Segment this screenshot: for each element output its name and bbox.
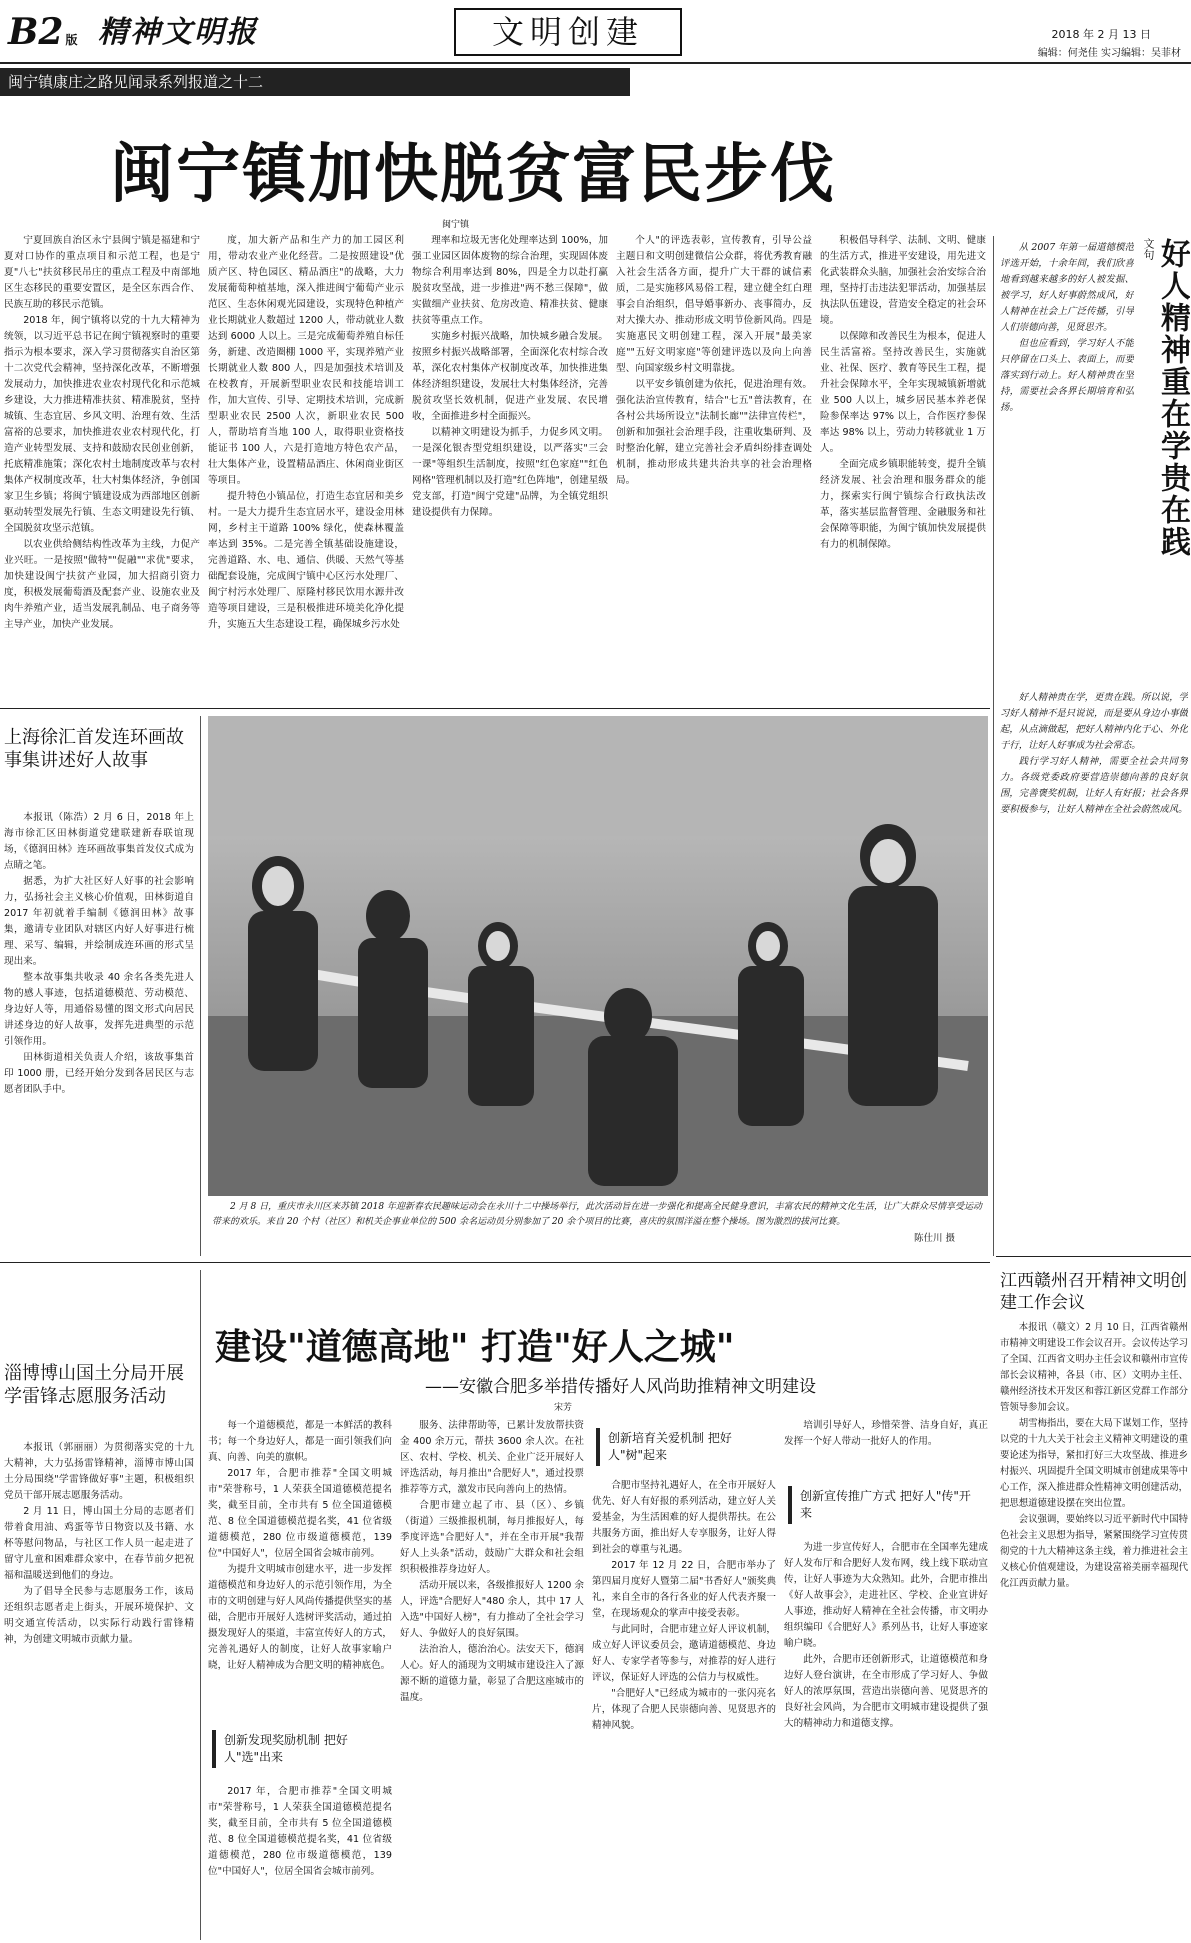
shanghai-body: 本报讯（陈浩）2 月 6 日，2018 年上海市徐汇区田林街道党建联建新春联谊现场，《德润田林》连环画故事集首发仪式成为点睛之笔。 据悉，为扩大社区好人好事的社会影响力，弘扬社会主义核心价值观，田林街道自 2017 年初就着手编制《德润田林》故事集，邀请专业团队对辖区内好人好事进行梳理、采写、编辑，并绘制成连环画的形式呈现出来。 整本故事集共收录 40 余名各类先进人物的感人事迹，包括道德模范、劳动模范、身边好人等，用通俗易懂的图文形式向居民讲述身边的好人故事，发挥先进典型的示范引领作用。 田林街道相关负责人介绍，该故事集首印 1000 册，已经开始分发到各居民区与志愿者团队手中。	[4, 812, 194, 1095]
lead-column-3: 理率和垃圾无害化处理率达到 100%，加强工业园区固体废物的综合治理，实现固体废物综合利用率达到 80%，四是全力以赴打赢脱贫攻坚战，进一步推进"两不愁三保障"，做实做细产业扶贫、危房改造、精准扶贫、健康扶贫等重点工作。 实施乡村振兴战略，加快城乡融合发展。按照乡村振兴战略部署，全面深化农村综合改革，深化农村集体产权制度改革，加快推进集体经济组织建设，发展壮大村集体经济，完善脱贫攻坚长效机制，促进产业发展、农民增收，全面推进乡村全面振兴。 以精神文明建设为抓手，力促乡风文明。一是深化银杏型党组织建设，以严落实"三会一课"等组织生活制度，按照"红色家庭""红色网格"管理机制以及打造"红色阵地"，创建星级党支部，打造"闽宁党建"品牌，为全镇党组织建设提供有力保障。	[412, 235, 608, 518]
lead-byline: 闽宁镇	[442, 220, 470, 230]
page-number: B2 版	[8, 11, 78, 53]
section-title: 文明创建	[491, 13, 644, 51]
right-column-divider	[993, 236, 994, 1256]
commentary-body-cont: 好人精神贵在学，更贵在践。所以说，学习好人精神不是只说说，而是要从身边小事做起，从点滴做起，把好人精神内化于心、外化于行，让好人好事成为社会常态。 践行学习好人精神，需要全社会共同努力。各级党委政府要营造崇德向善的良好氛围，完善褒奖机制，让好人有好报；社会各界要积极参与，让好人精神在全社会蔚然成风。	[1000, 692, 1188, 815]
header-date: 2018 年 2 月 13 日	[1051, 28, 1151, 41]
zibo-body: 本报讯（郭丽丽）为贯彻落实党的十九大精神，大力弘扬雷锋精神，淄博市博山国土分局围绕"学雷锋做好事"主题，积极组织党员干部开展志愿服务活动。 2 月 11 日，博山国土分局的志愿者们带着食用油、鸡蛋等节日物资以及书籍、水杯等慰问物品，与社区工作人员一起走进了留守儿童和困难群众家中，在春节前夕把祝福和温暖送到他们的身边。 为了倡导全民参与志愿服务工作，该局还组织志愿者走上街头，开展环境保护、文明交通宣传活动，以实际行动践行雷锋精神，为创建文明城市贡献力量。	[4, 1442, 194, 1645]
commentary-title: 好人精神重在学贵在践	[1155, 238, 1190, 558]
hefei-column-4-cont: 为进一步宣传好人，合肥市在全国率先建成好人发布厅和合肥好人发布网，线上线下联动宣传，让好人事迹为大众熟知。此外，合肥市推出《好人故事会》，走进社区、学校、企业宣讲好人事迹，推动好人精神在全社会传播，市文明办组织编印《合肥好人》系列丛书，让好人事迹家喻户晓。 此外，合肥市还创新形式，让道德模范和身边好人登台演讲，在全市形成了学习好人、争做好人的浓厚氛围，营造出崇德向善、见贤思齐的良好社会风尚，为合肥市文明城市建设提供了强大的精神动力和道德支撑。	[784, 1542, 988, 1729]
lead-column-4: 个人"的评选表彰，宣传教育，引导公益主题日和文明创建微信公众群，将优秀教育融入社会生活各方面，提升广大干群的诚信素质，二是实施移风易俗工程，建立健全红白理事会自治组织，倡导婚事新办、丧事简办，反对大操大办、推动形成文明节俭新风尚。四是实施惠民文明创建工程，深入开展"最美家庭""五好文明家庭"等创建评选以及向上向善型、向国家级乡村文明靠拢。 以平安乡镇创建为依托，促进治理有效。强化法治宣传教育，结合"七五"普法教育，在各村公共场所设立"法制长廊""法律宣传栏"，创新和加强社会治理手段，注重收集研判、及时整治化解，建立完善社会矛盾纠纷排查调处机制，推动形成共建共治共享的社会治理格局。	[616, 235, 812, 486]
hefei-column-4: 培训引导好人，珍惜荣誉、洁身自好，真正发挥一个好人带动一批好人的作用。	[784, 1420, 988, 1447]
tug-of-war-photo	[208, 716, 988, 1196]
jiangxi-headline: 江西赣州召开精神文明创建工作会议	[1000, 1271, 1187, 1313]
hefei-subhead-nurture: 创新培育关爱机制 把好人"树"起来	[596, 1428, 772, 1466]
lead-headline: 闽宁镇加快脱贫富民步伐	[110, 138, 836, 212]
jiangxi-top-rule	[996, 1256, 1191, 1257]
hefei-column-2: 服务、法律帮助等，已累计发放帮扶资金 400 余万元，帮扶 3600 余人次。在社区、农村、学校、机关、企业广泛开展好人评选活动，每月推出"合肥好人"，通过投票推荐等方式，激发市民向善向上的热情。 合肥市建立起了市、县（区）、乡镇（街道）三级推报机制，每月推报好人，每季度评选"合肥好人"，并在全市开展"我帮好人上头条"活动，鼓励广大群众和社会组织积极推荐身边好人。 活动开展以来，各级推报好人 1200 余人，评选"合肥好人"480 余人，其中 17 人入选"中国好人榜"，有力推动了全社会学习好人、争做好人的良好氛围。 法治治人，德治治心。法安天下，德润人心。好人的涌现为文明城市建设注入了源源不断的道德力量，彰显了合肥这座城市的温度。	[400, 1420, 584, 1703]
lower-section-rule	[0, 1262, 990, 1263]
masthead: 精神文明报	[98, 15, 258, 50]
header-rule	[0, 62, 1191, 64]
jiangxi-body: 本报讯（赣文）2 月 10 日，江西省赣州市精神文明建设工作会议召开。会议传达学习了全国、江西省文明办主任会议和赣州市宣传部长会议精神，各县（市、区）文明办主任、赣州经济技术开发区和蓉江新区党群工作部分管领导参加会议。 胡雪梅指出，要在大局下谋划工作，坚持以党的十九大关于社会主义精神文明建设的重要论述为指导，紧扣打好三大攻坚战、推进乡村振兴、巩固提升全国文明城市创建成果等中心工作，深入推进群众性精神文明创建活动，把思想道德建设摆在突出位置。 会议强调，要始终以习近平新时代中国特色社会主义思想为指导，紧紧围绕学习宣传贯彻党的十九大精神这条主线，着力推进社会主义核心价值观建设，为建设富裕美丽幸福现代化江西贡献力量。	[1000, 1322, 1188, 1589]
lead-column-2: 度，加大新产品和生产力的加工园区利用，带动农业产业化经营。二是按照建设"优质产区、特色园区、精品酒庄"的战略，大力发展葡萄种植基地，深入推进闽宁葡萄产业示范区、生态休闲观光园建设，实现特色种植产业长期就业人数超过 1200 人，带动就业人数达到 6000 人以上。三是完成葡萄养殖自标任务，新建、改造圈棚 1000 平，实现养殖产业长期就业人数 800 人，四是加强技术培训及在校教育，开展新型职业农民和技能培训工作，加大宣传、引导、定期技术培训，完成新型职业农民 2500 人次，新职业农民 500 人，帮助培育当地 100 人，取得职业资格技能证书 100 人，六是打造地方特色农产品，壮大集体产业，设置精品酒庄、休闲商业街区等项目。 提升特色小镇品位，打造生态宜居和美乡村。一是大力提升生态宜居水平，建设金用林网，乡村主干道路 100% 绿化，使森林覆盖率达到 35%。二是完善全镇基础设施建设，完善道路、水、电、通信、供暖、天然气等基础配套设施，完成闽宁镇中心区污水处理厂、闽宁村污水处理厂、原隆村移民饮用水源井改造等项目建设，三是积极推进环境美化净化提升，实施五大生态建设工程，确保城乡污水处	[208, 235, 404, 630]
header-editors: 编辑：何尧佳 实习编辑：吴菲材	[1037, 48, 1181, 59]
zibo-headline: 淄博博山国土分局开展学雷锋志愿服务活动	[4, 1363, 184, 1407]
lead-bottom-rule	[0, 708, 990, 709]
series-banner-text: 闽宁镇康庄之路见闻录系列报道之十二	[8, 73, 264, 91]
hefei-column-1-cont: 2017 年，合肥市推荐"全国文明城市"荣誉称号，1 人荣获全国道德模范提名奖，截至目前，全市共有 5 位全国道德模范、8 位全国道德模范提名奖，41 位省级道德模范，280 位市级道德模范，139 位"中国好人"，位居全国省会城市前列。	[208, 1786, 392, 1877]
lead-column-1: 宁夏回族自治区永宁县闽宁镇是福建和宁夏对口协作的重点项目和示范工程，也是宁夏"八七"扶贫移民吊庄的重点工程及中南部地区生态移民的重要安置区，是全区东西合作、民族互助的移民示范镇。 2018 年，闽宁镇将以党的十九大精神为统领，以习近平总书记在闽宁镇视察时的重要指示为根本要求，深入学习贯彻落实自治区第十二次党代会精神，坚持深化改革，不断增强发展动力，加快推进农业农村现代化和示范城乡建设，大力推进精准扶贫、精准脱贫，坚持城镇、生态宜居、乡风文明、治理有效、生活富裕的总要求，加快推进农业农村现代化，打造产业转型发展、支持和鼓励农民创业创新，托底精准施策；深化农村土地制度改革与农村集体产权制度改革，壮大村集体经济，争创国家卫生乡镇；将闽宁镇建设成为西部地区创新驱动转型发展先行镇、生态文明建设先行镇、全国脱贫攻坚示范镇。 以农业供给侧结构性改革为主线，力促产业兴旺。一是按照"做特""促融""求优"要求，加快建设闽宁扶贫产业园，加大招商引资力度，积极发展葡萄酒及配套产业、设施农业及肉牛养殖产业，适当发展乳制品、电子商务等主导产业，加快产业发展。	[4, 235, 200, 630]
hefei-subhead-select: 创新发现奖励机制 把好人"选"出来	[212, 1730, 388, 1768]
commentary-body: 从 2007 年第一届道德模范评选开始，十余年间，我们欣喜地看到越来越多的好人被发掘、被学习，好人好事蔚然成风，好人精神在社会上广泛传播，引导人们崇德向善，见贤思齐。 但也应看到，学习好人不能只停留在口头上、表面上，而要落实到行动上。好人精神贵在坚持，需要社会各界长期培育和弘扬。	[1000, 242, 1134, 413]
hefei-byline: 宋芳	[554, 1403, 573, 1413]
hefei-subhead-promote: 创新宣传推广方式 把好人"传"开来	[788, 1486, 984, 1524]
commentary-label: 文句	[1142, 238, 1155, 260]
hefei-column-1: 每一个道德模范，都是一本鲜活的教科书；每一个身边好人，都是一面引领我们向真、向善、向美的旗帜。 2017 年，合肥市推荐"全国文明城市"荣誉称号，1 人荣获全国道德模范提名奖，截至目前，全市共有 5 位全国道德模范、8 位全国道德模范提名奖，41 位省级道德模范，280 位市级道德模范，139 位"中国好人"，位居全国省会城市前列。 为提升文明城市创建水平，进一步发挥道德模范和身边好人的示范引领作用，为全市的文明创建与好人风尚传播提供坚实的基础，合肥市开展好人选树评奖活动，通过拍摄发现好人的渠道，丰富宣传好人的方式，完善礼遇好人的制度，让好人故事家喻户晓，让好人精神成为合肥文明的精神底色。	[208, 1420, 392, 1671]
hefei-subtitle: ——安徽合肥多举措传播好人风尚助推精神文明建设	[425, 1377, 816, 1397]
lower-left-divider	[200, 1270, 201, 1940]
left-column-divider	[200, 716, 201, 1256]
photo-credit: 陈仕川 摄	[914, 1233, 956, 1244]
tug-of-war-photo-image	[208, 716, 988, 1196]
hefei-headline: 建设"道德高地" 打造"好人之城"	[215, 1327, 735, 1368]
photo-caption: 2 月 8 日，重庆市永川区来苏镇 2018 年迎新春农民趣味运动会在永川十二中操场举行，此次活动旨在进一步强化和提高全民健身意识，丰富农民的精神文化生活，让广大群众尽情享受运动带来的欢乐。来自 20 个村（社区）和机关企事业单位的 500 余名运动员分别参加了 20 余个项目的比赛，喜庆的氛围洋溢在整个操场。图为激烈的拔河比赛。	[212, 1202, 982, 1227]
lead-column-5: 积极倡导科学、法制、文明、健康的生活方式，推进平安建设，用先进文化武装群众头脑，加强社会治安综合治理，坚持打击违法犯罪活动，加强基层执法队伍建设，营造安全稳定的社会环境。 以保障和改善民生为根本，促进人民生活富裕。坚持改善民生，实施就业、社保、医疗、教育等民生工程，提升社会保障水平，全年实现城镇新增就业 500 人以上，城乡居民基本养老保险参保率达 97% 以上，合作医疗参保率达 98% 以上，劳动力转移就业 1 万人。 全面完成乡镇职能转变，提升全镇经济发展、社会治理和服务群众的能力，探索实行闽宁镇综合行政执法改革，落实基层监督管理、金融服务和社会保障等职能，为闽宁镇加快发展提供有力的机制保障。	[820, 235, 986, 550]
hefei-column-3: 合肥市坚持礼遇好人，在全市开展好人优先、好人有好报的系列活动，建立好人关爱基金，为生活困难的好人提供帮扶。在公共服务方面，推出好人专享服务，让好人得到社会的尊重与礼遇。 2017 年 12 月 22 日，合肥市举办了第四届月度好人暨第二届"书香好人"颁奖典礼，来自全市的各行各业的好人代表齐聚一堂，在现场观众的掌声中接受表彰。 与此同时，合肥市建立好人评议机制，成立好人评议委员会，邀请道德模范、身边好人、专家学者等参与，对推荐的好人进行评议，保证好人评选的公信力与权威性。 "合肥好人"已经成为城市的一张闪亮名片，体现了合肥人民崇德向善、见贤思齐的精神风貌。	[592, 1480, 776, 1731]
shanghai-headline: 上海徐汇首发连环画故事集讲述好人故事	[4, 727, 184, 771]
